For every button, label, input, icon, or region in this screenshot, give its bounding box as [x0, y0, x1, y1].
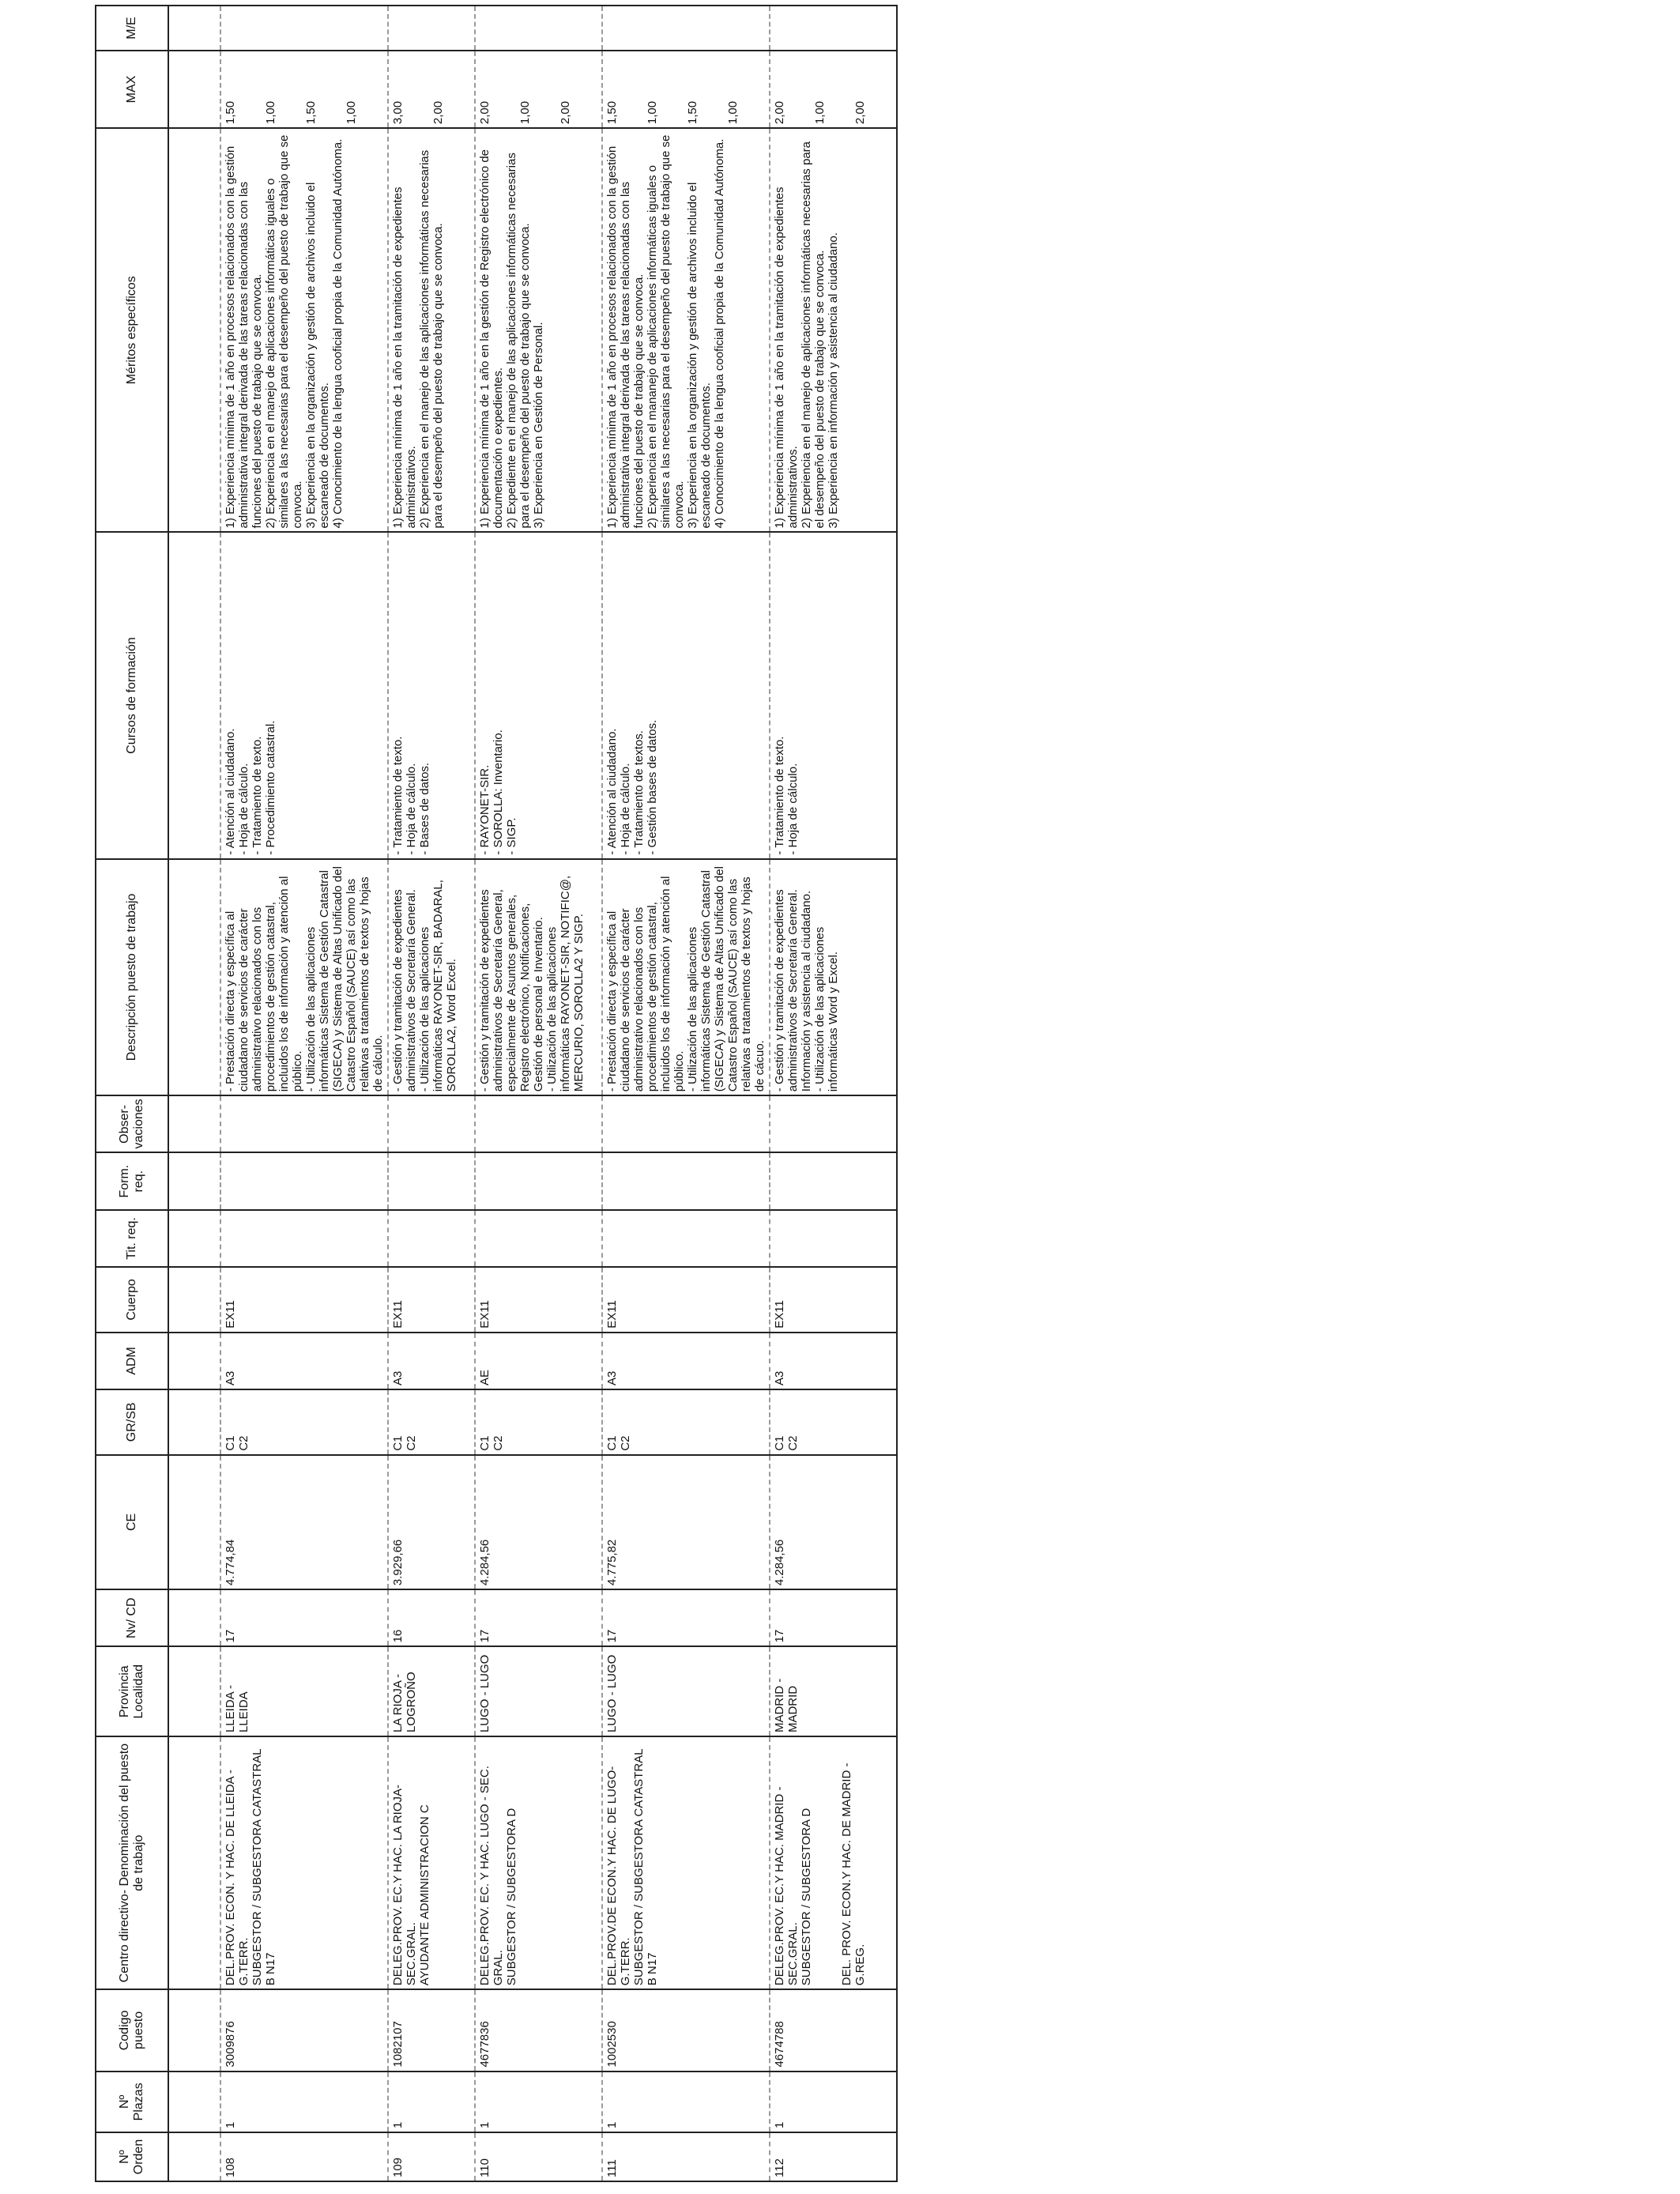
cell-observaciones — [770, 1095, 897, 1152]
header-ce: CE — [96, 1455, 168, 1589]
cell-cursos: - Atención al ciudadano. - Hoja de cálculo. - Tratamiento de textos. - Gestión bases de datos. — [602, 532, 770, 858]
max-score: 2,00 — [559, 100, 572, 125]
cell-orden: 109 — [388, 2132, 475, 2181]
cell-meritos: 1) Experiencia mínima de 1 año en la tramitación de expedientes administrativos. 2) Experiencia en el manejo de aplicaciones informáticas necesarias para el desempeño del puesto de trabajo que se convoca. 3) Experiencia en información y asistencia al ciudadano. — [770, 128, 897, 532]
cell-me — [388, 6, 475, 51]
cell-grupo: C1 C2 — [388, 1389, 475, 1455]
cell-meritos: 1) Experiencia mínima de 1 año en la gestión de Registro electrónico de documentación o expedientes. 2) Expediente en el manejo de las aplicaciones informáticas necesarias para el desempeño del puesto de trabajo que se convoca. 3) Experiencia en Gestión de Personal. — [475, 128, 602, 532]
cell-plazas: 1 — [388, 2071, 475, 2132]
header-titulacion: Tit. req. — [96, 1210, 168, 1267]
cell-adm: A3 — [388, 1333, 475, 1389]
cell-nivel: 17 — [475, 1589, 602, 1646]
cell-provincia: LA RIOJA - LOGROÑO — [388, 1646, 475, 1736]
cell-adm: A3 — [220, 1333, 388, 1389]
header-formacion: Form. req. — [96, 1153, 168, 1210]
cell-centro: DEL.PROV. ECON. Y HAC. DE LLEIDA - G.TERR. SUBGESTOR / SUBGESTORA CATASTRAL B N17 — [220, 1736, 388, 1989]
table-row — [220, 6, 388, 2181]
cell-plazas: 1 — [770, 2071, 897, 2132]
cell-ce: 4.284,56 — [475, 1455, 602, 1589]
header-plazas: Nº Plazas — [96, 2071, 168, 2132]
max-score: 1,00 — [345, 100, 358, 125]
header-max: MAX — [96, 51, 168, 128]
max-score: 1,50 — [686, 100, 699, 125]
cell-cuerpo: EX11 — [388, 1267, 475, 1333]
cell-ce: 3.929,66 — [388, 1455, 475, 1589]
max-score: 1,00 — [264, 100, 277, 125]
cell-cursos: - Tratamiento de texto. - Hoja de cálculo. — [770, 532, 897, 858]
cell-titulacion — [475, 1210, 602, 1267]
max-score: 1,00 — [726, 100, 740, 125]
cell-titulacion — [220, 1210, 388, 1267]
header-observaciones: Obser- vaciones — [96, 1095, 168, 1152]
cell-titulacion — [388, 1210, 475, 1267]
cell-grupo: C1 C2 — [770, 1389, 897, 1455]
cell-grupo: C1 C2 — [220, 1389, 388, 1455]
cell-ce: 4.774,84 — [220, 1455, 388, 1589]
max-score: 1,00 — [518, 100, 532, 125]
max-score: 1,50 — [304, 100, 318, 125]
cell-descripcion: - Prestación directa y específica al ciudadano de servicios de carácter administrativo relacionados con los procedimientos de gestión catastral, incluidos los de información y atención al público. - Utilización de las aplicaciones informáticas Sistema de Gestión Catastral (SIGECA) y Sistema de Altas Unificado del Catastro Español (SAUCE) así como las relativas a tratamientos de textos y hojas de cálculo. — [220, 859, 388, 1096]
cell-formacion — [475, 1153, 602, 1210]
job-positions-table — [95, 5, 898, 2182]
cell-max — [220, 51, 388, 128]
cell-nivel: 17 — [770, 1589, 897, 1646]
cell-centro: DELEG.PROV. EC. Y HAC. LUGO - SEC. GRAL. SUBGESTOR / SUBGESTORA D — [475, 1736, 602, 1989]
table-row — [770, 6, 897, 2181]
header-cuerpo: Cuerpo — [96, 1267, 168, 1333]
cell-nivel: 17 — [220, 1589, 388, 1646]
cell-max — [388, 51, 475, 128]
cell-ce: 4.284,56 — [770, 1455, 897, 1589]
cell-centro: DEL.PROV.DE ECON.Y HAC. DE LUGO-G.TERR. SUBGESTOR / SUBGESTORA CATASTRAL B N17 — [602, 1736, 770, 1989]
max-score: 2,00 — [853, 100, 867, 125]
max-score: 2,00 — [431, 100, 445, 125]
cell-formacion — [602, 1153, 770, 1210]
table-row — [388, 6, 475, 2181]
header-nivel: Nv/ CD — [96, 1589, 168, 1646]
max-score: 1,50 — [224, 100, 237, 125]
cell-provincia: MADRID - MADRID — [770, 1646, 897, 1736]
cell-codigo: 1082107 — [388, 1989, 475, 2071]
max-score: 1,00 — [813, 100, 827, 125]
cell-max — [475, 51, 602, 128]
cell-plazas: 1 — [220, 2071, 388, 2132]
table-row — [602, 6, 770, 2181]
cell-formacion — [388, 1153, 475, 1210]
header-cursos: Cursos de formación — [96, 532, 168, 858]
cell-orden: 112 — [770, 2132, 897, 2181]
cell-descripcion: - Gestión y tramitación de expedientes administrativos de Secretaría General, especialmente de Asuntos generales, Registro electrónico, Notificaciones, Gestión de personal e Inventario. - Utilización de las aplicaciones informáticas RAYONET-SIR, NOTIFIC@, MERCURIO, SOROLLA2 Y SIGP. — [475, 859, 602, 1096]
header-descripcion: Descripción puesto de trabajo — [96, 859, 168, 1096]
cell-centro: DELEG.PROV. EC.Y HAC. MADRID - SEC.GRAL. SUBGESTOR / SUBGESTORA D DEL. PROV. ECON.Y HAC. DE MADRID -G.REG. — [770, 1736, 897, 1989]
cell-meritos: 1) Experiencia mínima de 1 año en procesos relacionados con la gestión administrativa integral derivada de las tareas relacionadas con las funciones del puesto de trabajo que se convoca. 2) Experiencia en el mananejo de aplicaciones informáticas iguales o similares a las necesarias para el desempeño del puesto de trabajo que se convoca. 3) Experiencia en la organización y gestión de archivos incluido el escaneado de documentos. 4) Conocimiento de la lengua cooficial propia de la Comunidad Autónoma. — [602, 128, 770, 532]
cell-grupo: C1 C2 — [475, 1389, 602, 1455]
cell-cuerpo: EX11 — [220, 1267, 388, 1333]
cell-max — [602, 51, 770, 128]
spacer-row — [168, 6, 220, 2181]
cell-adm: AE — [475, 1333, 602, 1389]
cell-me — [220, 6, 388, 51]
cell-cursos: - RAYONET-SIR. - SOROLLA: Inventario. - SIGP. — [475, 532, 602, 858]
cell-provincia: LUGO - LUGO — [602, 1646, 770, 1736]
cell-adm: A3 — [770, 1333, 897, 1389]
cell-codigo: 1002530 — [602, 1989, 770, 2071]
cell-plazas: 1 — [475, 2071, 602, 2132]
cell-observaciones — [602, 1095, 770, 1152]
cell-provincia: LUGO - LUGO — [475, 1646, 602, 1736]
header-provincia: Provincia Localidad — [96, 1646, 168, 1736]
cell-provincia: LLEIDA - LLEIDA — [220, 1646, 388, 1736]
cell-adm: A3 — [602, 1333, 770, 1389]
cell-cursos: - Tratamiento de texto. - Hoja de cálculo. - Bases de datos. — [388, 532, 475, 858]
header-meritos: Méritos específicos — [96, 128, 168, 532]
cell-cursos: - Atención al ciudadano. - Hoja de cálculo. - Tratamiento de texto. - Procedimiento catastral. — [220, 532, 388, 858]
cell-cuerpo: EX11 — [475, 1267, 602, 1333]
max-score: 1,50 — [605, 100, 619, 125]
cell-cuerpo: EX11 — [602, 1267, 770, 1333]
table-body — [168, 6, 897, 2181]
cell-orden: 110 — [475, 2132, 602, 2181]
cell-orden: 108 — [220, 2132, 388, 2181]
header-grupo: GR/SB — [96, 1389, 168, 1455]
header-codigo: Codigo puesto — [96, 1989, 168, 2071]
cell-nivel: 16 — [388, 1589, 475, 1646]
max-score: 3,00 — [391, 100, 405, 125]
table-row — [475, 6, 602, 2181]
header-adm: ADM — [96, 1333, 168, 1389]
cell-observaciones — [475, 1095, 602, 1152]
cell-orden: 111 — [602, 2132, 770, 2181]
cell-me — [602, 6, 770, 51]
cell-titulacion — [602, 1210, 770, 1267]
cell-descripcion: - Prestación directa y específica al ciudadano de servicios de carácter administrativo relacionados con los procedimientos de gestión catastral, incluidos los de información y atención al público. - Utilización de las aplicaciones informáticas Sistema de Gestión Catastral (SIGECA) y Sistema de Altas Unificado del Catastro Español (SAUCE) así como las relativas a tratamientos de textos y hojas de cácuo. — [602, 859, 770, 1096]
cell-codigo: 4677836 — [475, 1989, 602, 2071]
cell-cuerpo: EX11 — [770, 1267, 897, 1333]
cell-observaciones — [220, 1095, 388, 1152]
cell-meritos: 1) Experiencia mínima de 1 año en procesos relacionados con la gestión administrativa integral derivada de las tareas relacionadas con las funciones del puesto de trabajo que se convoca. 2) Experiencia en el manejo de aplicaciones informáticas iguales o similares a las necesarias para el desempeño del puesto de trabajo que se convoca. 3) Experiencia en la organización y gestión de archivos incluido el escaneado de documentos. 4) Conocimiento de la lengua cooficial propia de la Comunidad Autónoma. — [220, 128, 388, 532]
header-centro: Centro directivo- Denominación del puesto de trabajo — [96, 1736, 168, 1989]
header-row — [96, 6, 168, 2181]
cell-me — [770, 6, 897, 51]
max-score: 2,00 — [478, 100, 492, 125]
cell-titulacion — [770, 1210, 897, 1267]
cell-descripcion: - Gestión y tramitación de expedientes administrativos de Secretaría General. Información y asistencia al ciudadano. - Utilización de las aplicaciones informáticas Word y Excel. — [770, 859, 897, 1096]
cell-descripcion: - Gestión y tramitación de expedientes administrativos de Secretaría General. - Utilización de las aplicaciones informáticas RAYONET-SIR, BADARAL, SOROLLA2, Word Excel. — [388, 859, 475, 1096]
cell-me — [475, 6, 602, 51]
max-score: 1,00 — [646, 100, 659, 125]
cell-max — [770, 51, 897, 128]
cell-codigo: 3009876 — [220, 1989, 388, 2071]
cell-centro: DELEG.PROV. EC.Y HAC. LA RIOJA-SEC.GRAL. AYUDANTE ADMINISTRACION C — [388, 1736, 475, 1989]
cell-ce: 4.775,82 — [602, 1455, 770, 1589]
cell-formacion — [770, 1153, 897, 1210]
header-orden: Nº Orden — [96, 2132, 168, 2181]
header-me: M/E — [96, 6, 168, 51]
cell-formacion — [220, 1153, 388, 1210]
cell-grupo: C1 C2 — [602, 1389, 770, 1455]
max-score: 2,00 — [773, 100, 786, 125]
cell-meritos: 1) Experiencia mínima de 1 año en la tramitación de expedientes administrativos. 2) Experiencia en el manejo de las aplicaciones informáticas necesarias para el desempeño del puesto de trabajo que se convoca. — [388, 128, 475, 532]
cell-codigo: 4674788 — [770, 1989, 897, 2071]
cell-observaciones — [388, 1095, 475, 1152]
cell-plazas: 1 — [602, 2071, 770, 2132]
cell-nivel: 17 — [602, 1589, 770, 1646]
